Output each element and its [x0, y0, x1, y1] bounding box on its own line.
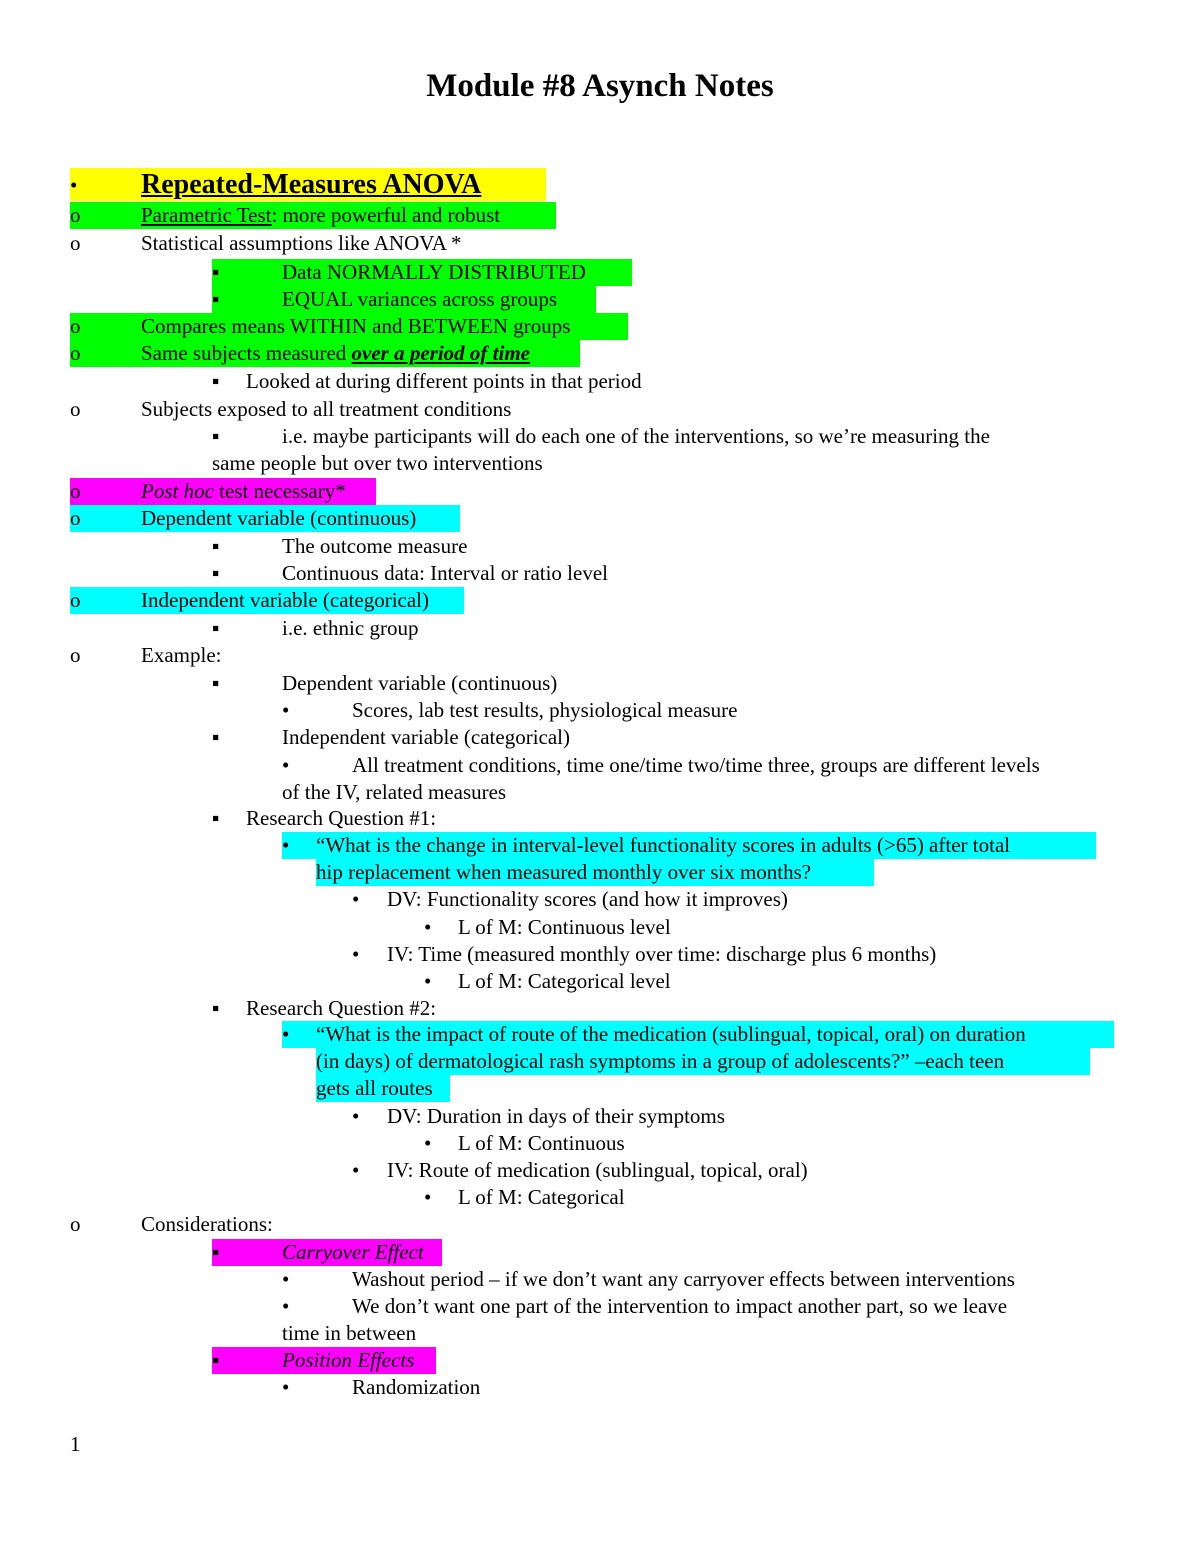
- bullet-square: ▪: [212, 287, 220, 311]
- list-item: Compares means WITHIN and BETWEEN groups: [141, 314, 571, 338]
- bullet-dot: •: [282, 833, 290, 857]
- list-item: “What is the change in interval-level functionality scores in adults (>65) after total: [316, 833, 1011, 857]
- list-item: We don’t want one part of the intervention to impact another part, so we leave: [352, 1294, 1008, 1318]
- list-item: L of M: Continuous level: [458, 915, 671, 939]
- bullet-dot: •: [282, 1267, 290, 1291]
- bullet-square: ▪: [212, 424, 220, 448]
- bullet-dot: •: [70, 173, 78, 197]
- bullet-circle: o: [70, 1212, 81, 1236]
- list-item: Dependent variable (continuous): [282, 671, 558, 695]
- page-title: Module #8 Asynch Notes: [426, 68, 774, 104]
- bullet-dot: •: [424, 915, 432, 939]
- bullet-dot: •: [282, 1294, 290, 1318]
- bullet-dot: •: [424, 1185, 432, 1209]
- bullet-circle: o: [70, 203, 81, 227]
- list-item-continued: gets all routes: [316, 1076, 433, 1100]
- list-item-text: test necessary*: [213, 479, 346, 503]
- list-item: Independent variable (categorical): [141, 588, 430, 612]
- page-number: 1: [70, 1432, 81, 1456]
- list-item: EQUAL variances across groups: [282, 287, 558, 311]
- bullet-dot: •: [282, 1022, 290, 1046]
- list-item: [141, 202, 500, 229]
- bullet-circle: o: [70, 341, 81, 365]
- list-item: Scores, lab test results, physiological measure: [352, 698, 738, 722]
- list-item: [141, 478, 346, 505]
- bullet-square: ▪: [212, 1240, 220, 1264]
- list-item: DV: Duration in days of their symptoms: [387, 1104, 725, 1128]
- bullet-square: ▪: [212, 561, 220, 585]
- term: Parametric Test: [141, 203, 272, 227]
- bullet-square: ▪: [212, 369, 220, 393]
- bullet-dot: •: [352, 942, 360, 966]
- list-item: Randomization: [352, 1375, 481, 1399]
- list-item: L of M: Categorical level: [458, 969, 671, 993]
- bullet-square: ▪: [212, 534, 220, 558]
- list-item-continued: same people but over two interventions: [212, 451, 543, 475]
- list-item: i.e. maybe participants will do each one of the interventions, so we’re measuring the: [282, 424, 990, 448]
- bullet-dot: •: [352, 887, 360, 911]
- bullet-dot: •: [424, 1131, 432, 1155]
- list-item: “What is the impact of route of the medication (sublingual, topical, oral) on duration: [316, 1022, 1026, 1046]
- list-item: Position Effects: [282, 1348, 415, 1372]
- list-item: Washout period – if we don’t want any carryover effects between interventions: [352, 1267, 1015, 1291]
- list-item: DV: Functionality scores (and how it improves): [387, 887, 788, 911]
- bullet-circle: o: [70, 588, 81, 612]
- list-item-text: Same subjects measured: [141, 341, 352, 365]
- emphasis-text: over a period of time: [351, 341, 530, 365]
- bullet-circle: o: [70, 479, 81, 503]
- list-item: Research Question #1:: [246, 806, 437, 830]
- list-item: IV: Route of medication (sublingual, topical, oral): [387, 1158, 808, 1182]
- bullet-square: ▪: [212, 671, 220, 695]
- list-item: L of M: Continuous: [458, 1131, 625, 1155]
- list-item: All treatment conditions, time one/time two/time three, groups are different levels: [352, 753, 1040, 777]
- bullet-dot: •: [424, 969, 432, 993]
- list-item-continued: time in between: [282, 1321, 417, 1345]
- bullet-dot: •: [282, 753, 290, 777]
- list-item-continued: of the IV, related measures: [282, 780, 507, 804]
- list-item: Independent variable (categorical): [282, 725, 571, 749]
- bullet-circle: o: [70, 314, 81, 338]
- bullet-square: ▪: [212, 996, 220, 1020]
- definition: : more powerful and robust: [271, 203, 501, 227]
- list-item: Subjects exposed to all treatment conditions: [141, 397, 512, 421]
- list-item: L of M: Categorical: [458, 1185, 625, 1209]
- bullet-dot: •: [282, 698, 290, 722]
- list-item: The outcome measure: [282, 534, 468, 558]
- bullet-square: ▪: [212, 725, 220, 749]
- list-item: Example:: [141, 643, 222, 667]
- list-item: Looked at during different points in that period: [246, 369, 642, 393]
- list-item-continued: hip replacement when measured monthly over six months?: [316, 860, 812, 884]
- bullet-circle: o: [70, 397, 81, 421]
- bullet-dot: •: [352, 1158, 360, 1182]
- list-item: i.e. ethnic group: [282, 616, 419, 640]
- list-item: Data NORMALLY DISTRIBUTED: [282, 260, 586, 284]
- bullet-circle: o: [70, 643, 81, 667]
- list-item: Dependent variable (continuous): [141, 506, 417, 530]
- italic-term: Post hoc: [141, 479, 214, 503]
- list-item: [141, 340, 530, 367]
- bullet-square: ▪: [212, 616, 220, 640]
- bullet-circle: o: [70, 506, 81, 530]
- bullet-dot: •: [352, 1104, 360, 1128]
- list-item-continued: (in days) of dermatological rash symptoms in a group of adolescents?” –each teen: [316, 1049, 1005, 1073]
- list-item: Continuous data: Interval or ratio level: [282, 561, 608, 585]
- list-item: Research Question #2:: [246, 996, 437, 1020]
- bullet-dot: •: [282, 1375, 290, 1399]
- section-heading: Repeated-Measures ANOVA: [141, 169, 482, 200]
- bullet-square: ▪: [212, 260, 220, 284]
- list-item: Statistical assumptions like ANOVA *: [141, 231, 462, 255]
- list-item: Considerations:: [141, 1212, 273, 1236]
- list-item: Carryover Effect: [282, 1240, 424, 1264]
- bullet-square: ▪: [212, 806, 220, 830]
- bullet-square: ▪: [212, 1348, 220, 1372]
- bullet-circle: o: [70, 231, 81, 255]
- list-item: IV: Time (measured monthly over time: discharge plus 6 months): [387, 942, 937, 966]
